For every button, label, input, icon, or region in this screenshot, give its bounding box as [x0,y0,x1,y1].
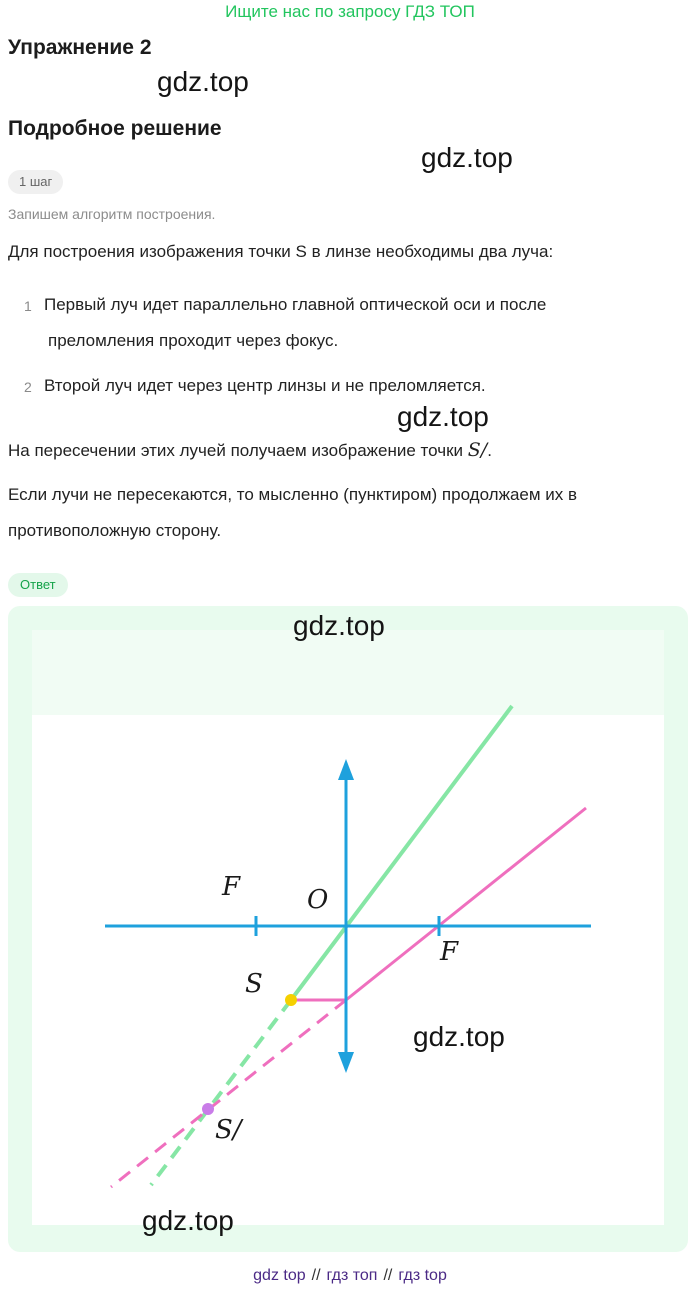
step-caption: Запишем алгоритм построения. [8,206,216,222]
ray-parallel-refracted [346,808,586,1000]
lens-arrow-bottom [338,1052,354,1073]
label-focus-right: F [440,937,459,967]
label-center: O [307,885,329,915]
intro-text: Для построения изображения точки S в линзе необходимы два луча: [8,242,554,261]
label-focus-left: F [222,872,241,902]
list-item-text: Первый луч идет параллельно главной оптической оси и после [44,295,547,314]
solution-title: Подробное решение [8,117,222,140]
extend-text: Если лучи не пересекаются, то мысленно (пунктиром) продолжаем их в [8,485,578,504]
footer-link[interactable]: гдз топ [326,1267,378,1284]
label-source: S [245,969,263,999]
image-point-math: S/ [467,439,488,461]
intersection-label: На пересечении этих лучей получаем изображение точки [8,441,464,460]
label-image: S/ [215,1115,242,1145]
search-banner: Ищите нас по запросу ГДЗ ТОП [225,2,475,21]
source-point [285,994,297,1006]
watermark: gdz.top [142,1205,234,1236]
extend-text: противоположную сторону. [8,521,222,540]
period: . [487,441,492,460]
watermark: gdz.top [397,401,489,432]
list-item-text: Второй луч идет через центр линзы и не преломляется. [44,376,486,395]
watermark: gdz.top [413,1021,505,1052]
watermark: gdz.top [293,610,385,641]
footer-separator: // [311,1267,321,1284]
lens-arrow-top [338,759,354,780]
footer-separator: // [383,1267,393,1284]
watermark: gdz.top [157,66,249,97]
footer-link[interactable]: гдз top [398,1267,447,1284]
list-number: 2 [24,379,32,395]
ray-parallel-extension [111,1000,346,1187]
answer-badge: Ответ [8,573,68,597]
image-point [202,1103,214,1115]
watermark: gdz.top [421,142,513,173]
list-item-text: преломления проходит через фокус. [48,331,339,350]
footer-link[interactable]: gdz top [253,1267,306,1284]
footer-links [0,1267,700,1285]
exercise-title: Упражнение 2 [8,36,152,59]
list-number: 1 [24,298,32,314]
ray-through-center-extension [151,1000,291,1185]
step-badge: 1 шаг [8,170,63,194]
